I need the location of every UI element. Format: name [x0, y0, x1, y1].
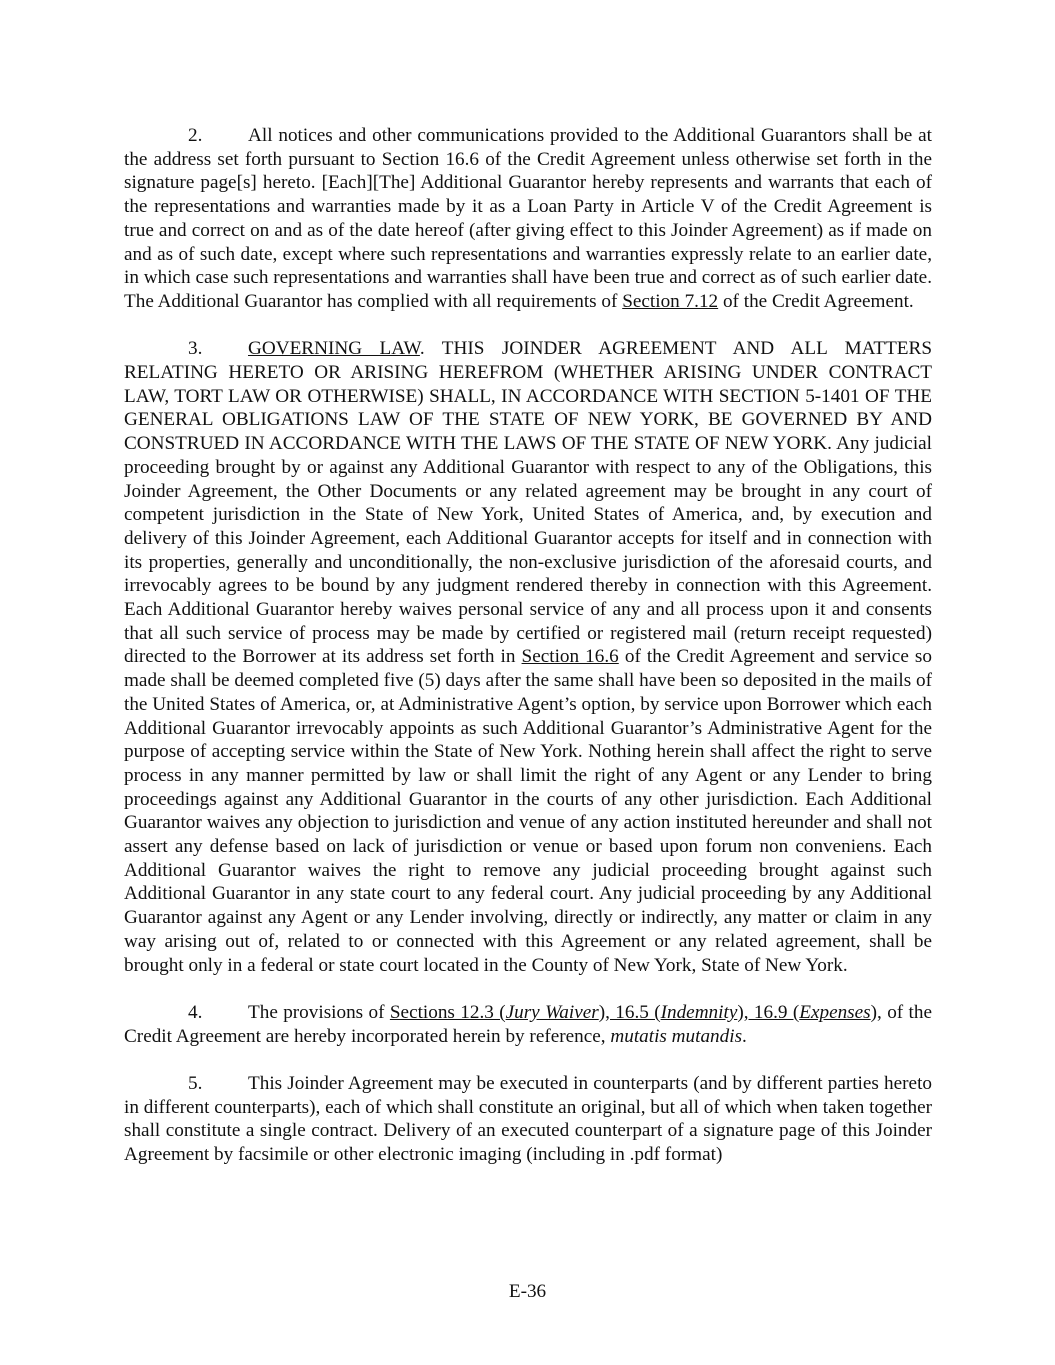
- section-ref-italic: Expenses: [799, 1001, 871, 1023]
- paragraph-number: 3.: [188, 338, 203, 360]
- section-ref-text: ), 16.9 (: [737, 1001, 800, 1023]
- page-number: E-36: [508, 1281, 547, 1302]
- paragraph-number: 2.: [188, 125, 203, 146]
- section-reference-link: Section 16.6: [521, 646, 619, 668]
- paragraph-text: .: [742, 1025, 747, 1047]
- paragraph-5: [124, 1072, 932, 1167]
- paragraph-text: The provisions of: [248, 1001, 390, 1023]
- paragraph-3: [124, 337, 932, 977]
- paragraph-text: of the Credit Agreement are hereby incorporated herein by reference,: [124, 1001, 932, 1047]
- section-ref-text: Sections 12.3 (: [389, 1001, 506, 1023]
- section-reference-link: Section 7.12: [622, 290, 719, 312]
- paragraph-number: 5.: [188, 1073, 203, 1095]
- document-body: [124, 124, 932, 1191]
- section-ref-italic: Jury Waiver: [505, 1001, 599, 1023]
- section-ref-text: ), 16.5 (: [598, 1001, 661, 1023]
- paragraph-text: of the Credit Agreement.: [718, 290, 914, 312]
- paragraph-number: 4.: [188, 1001, 203, 1023]
- paragraph-2: [124, 124, 932, 314]
- section-ref-text: ),: [870, 1001, 882, 1023]
- latin-phrase: mutatis mutandis: [610, 1025, 743, 1047]
- paragraph-text: All notices and other communications provided to the Additional Guarantors shall be at the address set forth pursuant to Section 16.6 of the Credit Agreement unless otherwise set forth in the signature page[s] hereto. [Each][The] Additional Guarantor hereby represents and warrants that each of the representations and warranties made by it as a Loan Party in Article V of the Credit Agreement is true and correct on and as of the date hereof (after giving effect to this Joinder Agreement) as if made on and as of such date, except where such representations and warranties expressly relate to an earlier date, in which case such representations and warranties shall have been true and correct as of such earlier date. The Additional Guarantor has complied with all requirements of: [124, 125, 932, 312]
- paragraph-text: of the Credit Agreement and service so made shall be deemed completed five (5) days after the same shall have been so deposited in the mails of the United States of America, or, at Administrative Agent’s option, by service upon Borrower which each Additional Guarantor irrevocably appoints as such Additional Guarantor’s Administrative Agent for the purpose of accepting service within the State of New York. Nothing herein shall affect the right to serve process in any manner permitted by law or shall limit the right of any Agent or any Lender to bring proceedings against any Additional Guarantor in the courts of any other jurisdiction. Each Additional Guarantor waives any objection to jurisdiction and venue of any action instituted hereunder and shall not assert any defense based on lack of jurisdiction or venue or based upon forum non conveniens. Each Additional Guarantor waives the right to remove any judicial proceeding brought against such Additional Guarantor in any state court to any federal court. Any judicial proceeding by any Additional Guarantor against any Agent or any Lender involving, directly or indirectly, any matter or claim in any way arising out of, related to or connected with this Agreement or any related agreement, shall be brought only in a federal or state court located in the County of New York, State of New York.: [124, 646, 932, 976]
- sections-reference: [390, 1002, 882, 1023]
- paragraph-text: . THIS JOINDER AGREEMENT AND ALL MATTERS RELATING HERETO OR ARISING HEREFROM (WHETHER ARISING UNDER CONTRACT LAW, TORT LAW OR OTHERWISE) SHALL, IN ACCORDANCE WITH SECTION 5-1401 OF THE GENERAL OBLIGATIONS LAW OF THE STATE OF NEW YORK, BE GOVERNED BY AND CONSTRUED IN ACCORDANCE WITH THE LAWS OF THE STATE OF NEW YORK. Any judicial proceeding brought by or against any Additional Guarantor with respect to any of the Obligations, this Joinder Agreement, the Other Documents or any related agreement may be brought in any court of competent jurisdiction in the State of New York, United States of America, and, by execution and delivery of this Joinder Agreement, each Additional Guarantor accepts for itself and in connection with its properties, generally and unconditionally, the non-exclusive jurisdiction of the aforesaid courts, and irrevocably agrees to be bound by any judgment rendered thereby in connection with this Agreement. Each Additional Guarantor hereby waives personal service of any and all process upon it and consents that all such service of process may be made by certified or registered mail (return receipt requested) directed to the Borrower at its address set forth in: [124, 338, 932, 668]
- paragraph-text: This Joinder Agreement may be executed in counterparts (and by different parties hereto in different counterparts), each of which shall constitute an original, but all of which when taken together shall constitute a single contract. Delivery of an executed counterpart of a signature page of this Joinder Agreement by facsimile or other electronic imaging (including in .pdf format): [124, 1073, 932, 1166]
- section-ref-italic: Indemnity: [660, 1001, 738, 1023]
- paragraph-4: [124, 1001, 932, 1048]
- governing-law-heading: GOVERNING LAW: [248, 338, 420, 360]
